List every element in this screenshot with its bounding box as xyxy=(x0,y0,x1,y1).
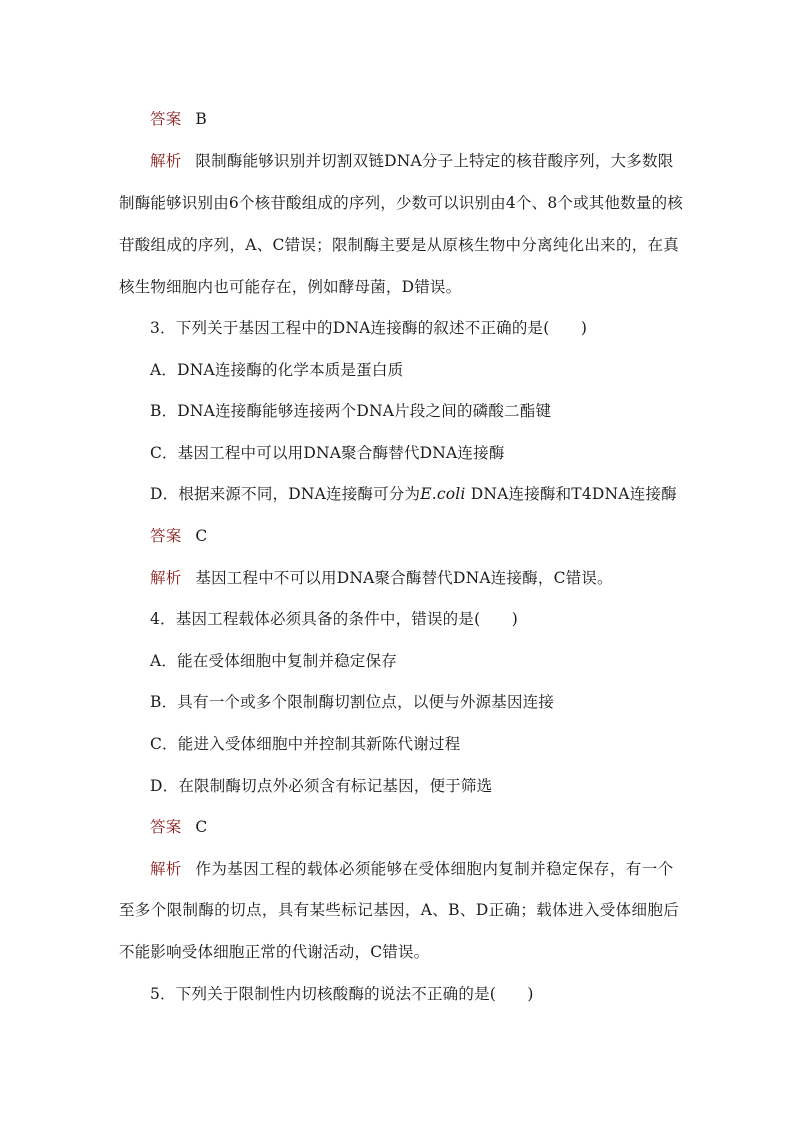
q3-stem: 3．下列关于基因工程中的DNA连接酶的叙述不正确的是( ) xyxy=(150,319,588,337)
analysis-label: 解析 xyxy=(150,860,182,878)
analysis-label: 解析 xyxy=(150,569,182,587)
analysis-text: 苷酸组成的序列，A、C错误；限制酶主要是从原核生物中分离纯化出来的，在真 xyxy=(119,236,679,254)
analysis-text: 限制酶能够识别并切割双链DNA分子上特定的核苷酸序列，大多数限 xyxy=(195,152,674,170)
q4-stem: 4．基因工程载体必须具备的条件中，错误的是( ) xyxy=(150,610,518,628)
q3-option-a: A．DNA连接酶的化学本质是蛋白质 xyxy=(150,361,404,379)
q3-option-b: B．DNA连接酶能够连接两个DNA片段之间的磷酸二酯键 xyxy=(150,402,552,420)
q4-analysis-line-3 xyxy=(119,942,429,962)
option-text: DNA连接酶和T4DNA连接酶 xyxy=(465,485,677,503)
q3-analysis xyxy=(150,568,613,588)
answer-value: B xyxy=(195,110,207,128)
option-text: D．根据来源不同，DNA连接酶可分为 xyxy=(150,485,421,503)
answer-label: 答案 xyxy=(150,110,182,128)
q3-answer xyxy=(150,526,207,546)
answer-label: 答案 xyxy=(150,527,182,545)
analysis-label: 解析 xyxy=(150,152,182,170)
q4-option-a: A．能在受体细胞中复制并稳定保存 xyxy=(150,652,397,670)
q2-answer xyxy=(150,109,207,129)
analysis-text: 作为基因工程的载体必须能够在受体细胞内复制并稳定保存，有一个 xyxy=(195,860,674,878)
analysis-text: 基因工程中不可以用DNA聚合酶替代DNA连接酶，C错误。 xyxy=(195,569,613,587)
analysis-text: 至多个限制酶的切点，具有某些标记基因，A、B、D正确；载体进入受体细胞后 xyxy=(119,901,679,919)
q2-analysis-line-3 xyxy=(119,235,679,255)
q4-analysis-line-2 xyxy=(119,900,679,920)
answer-value: C xyxy=(195,527,208,545)
q4-option-b: B．具有一个或多个限制酶切割位点，以便与外源基因连接 xyxy=(150,693,555,711)
analysis-text: 制酶能够识别由6个核苷酸组成的序列，少数可以识别由4个、8个或其他数量的核 xyxy=(119,194,683,212)
q2-analysis-line-1 xyxy=(150,151,673,171)
option-italic-text: E.coli xyxy=(420,485,466,503)
q4-analysis-line-1 xyxy=(150,859,673,879)
q4-option-c: C．能进入受体细胞中并控制其新陈代谢过程 xyxy=(150,735,461,753)
q4-option-d: D．在限制酶切点外必须含有标记基因，便于筛选 xyxy=(150,777,493,795)
q2-analysis-line-2 xyxy=(119,193,683,213)
answer-value: C xyxy=(195,818,208,836)
analysis-text: 核生物细胞内也可能存在，例如酵母菌，D错误。 xyxy=(119,278,462,296)
q2-analysis-line-4 xyxy=(119,277,461,297)
q3-option-d xyxy=(150,484,677,504)
analysis-text: 不能影响受体细胞正常的代谢活动，C错误。 xyxy=(119,943,430,961)
q4-answer xyxy=(150,817,207,837)
q3-option-c: C．基因工程中可以用DNA聚合酶替代DNA连接酶 xyxy=(150,444,505,462)
answer-label: 答案 xyxy=(150,818,182,836)
q5-stem: 5．下列关于限制性内切核酸酶的说法不正确的是( ) xyxy=(150,985,534,1003)
